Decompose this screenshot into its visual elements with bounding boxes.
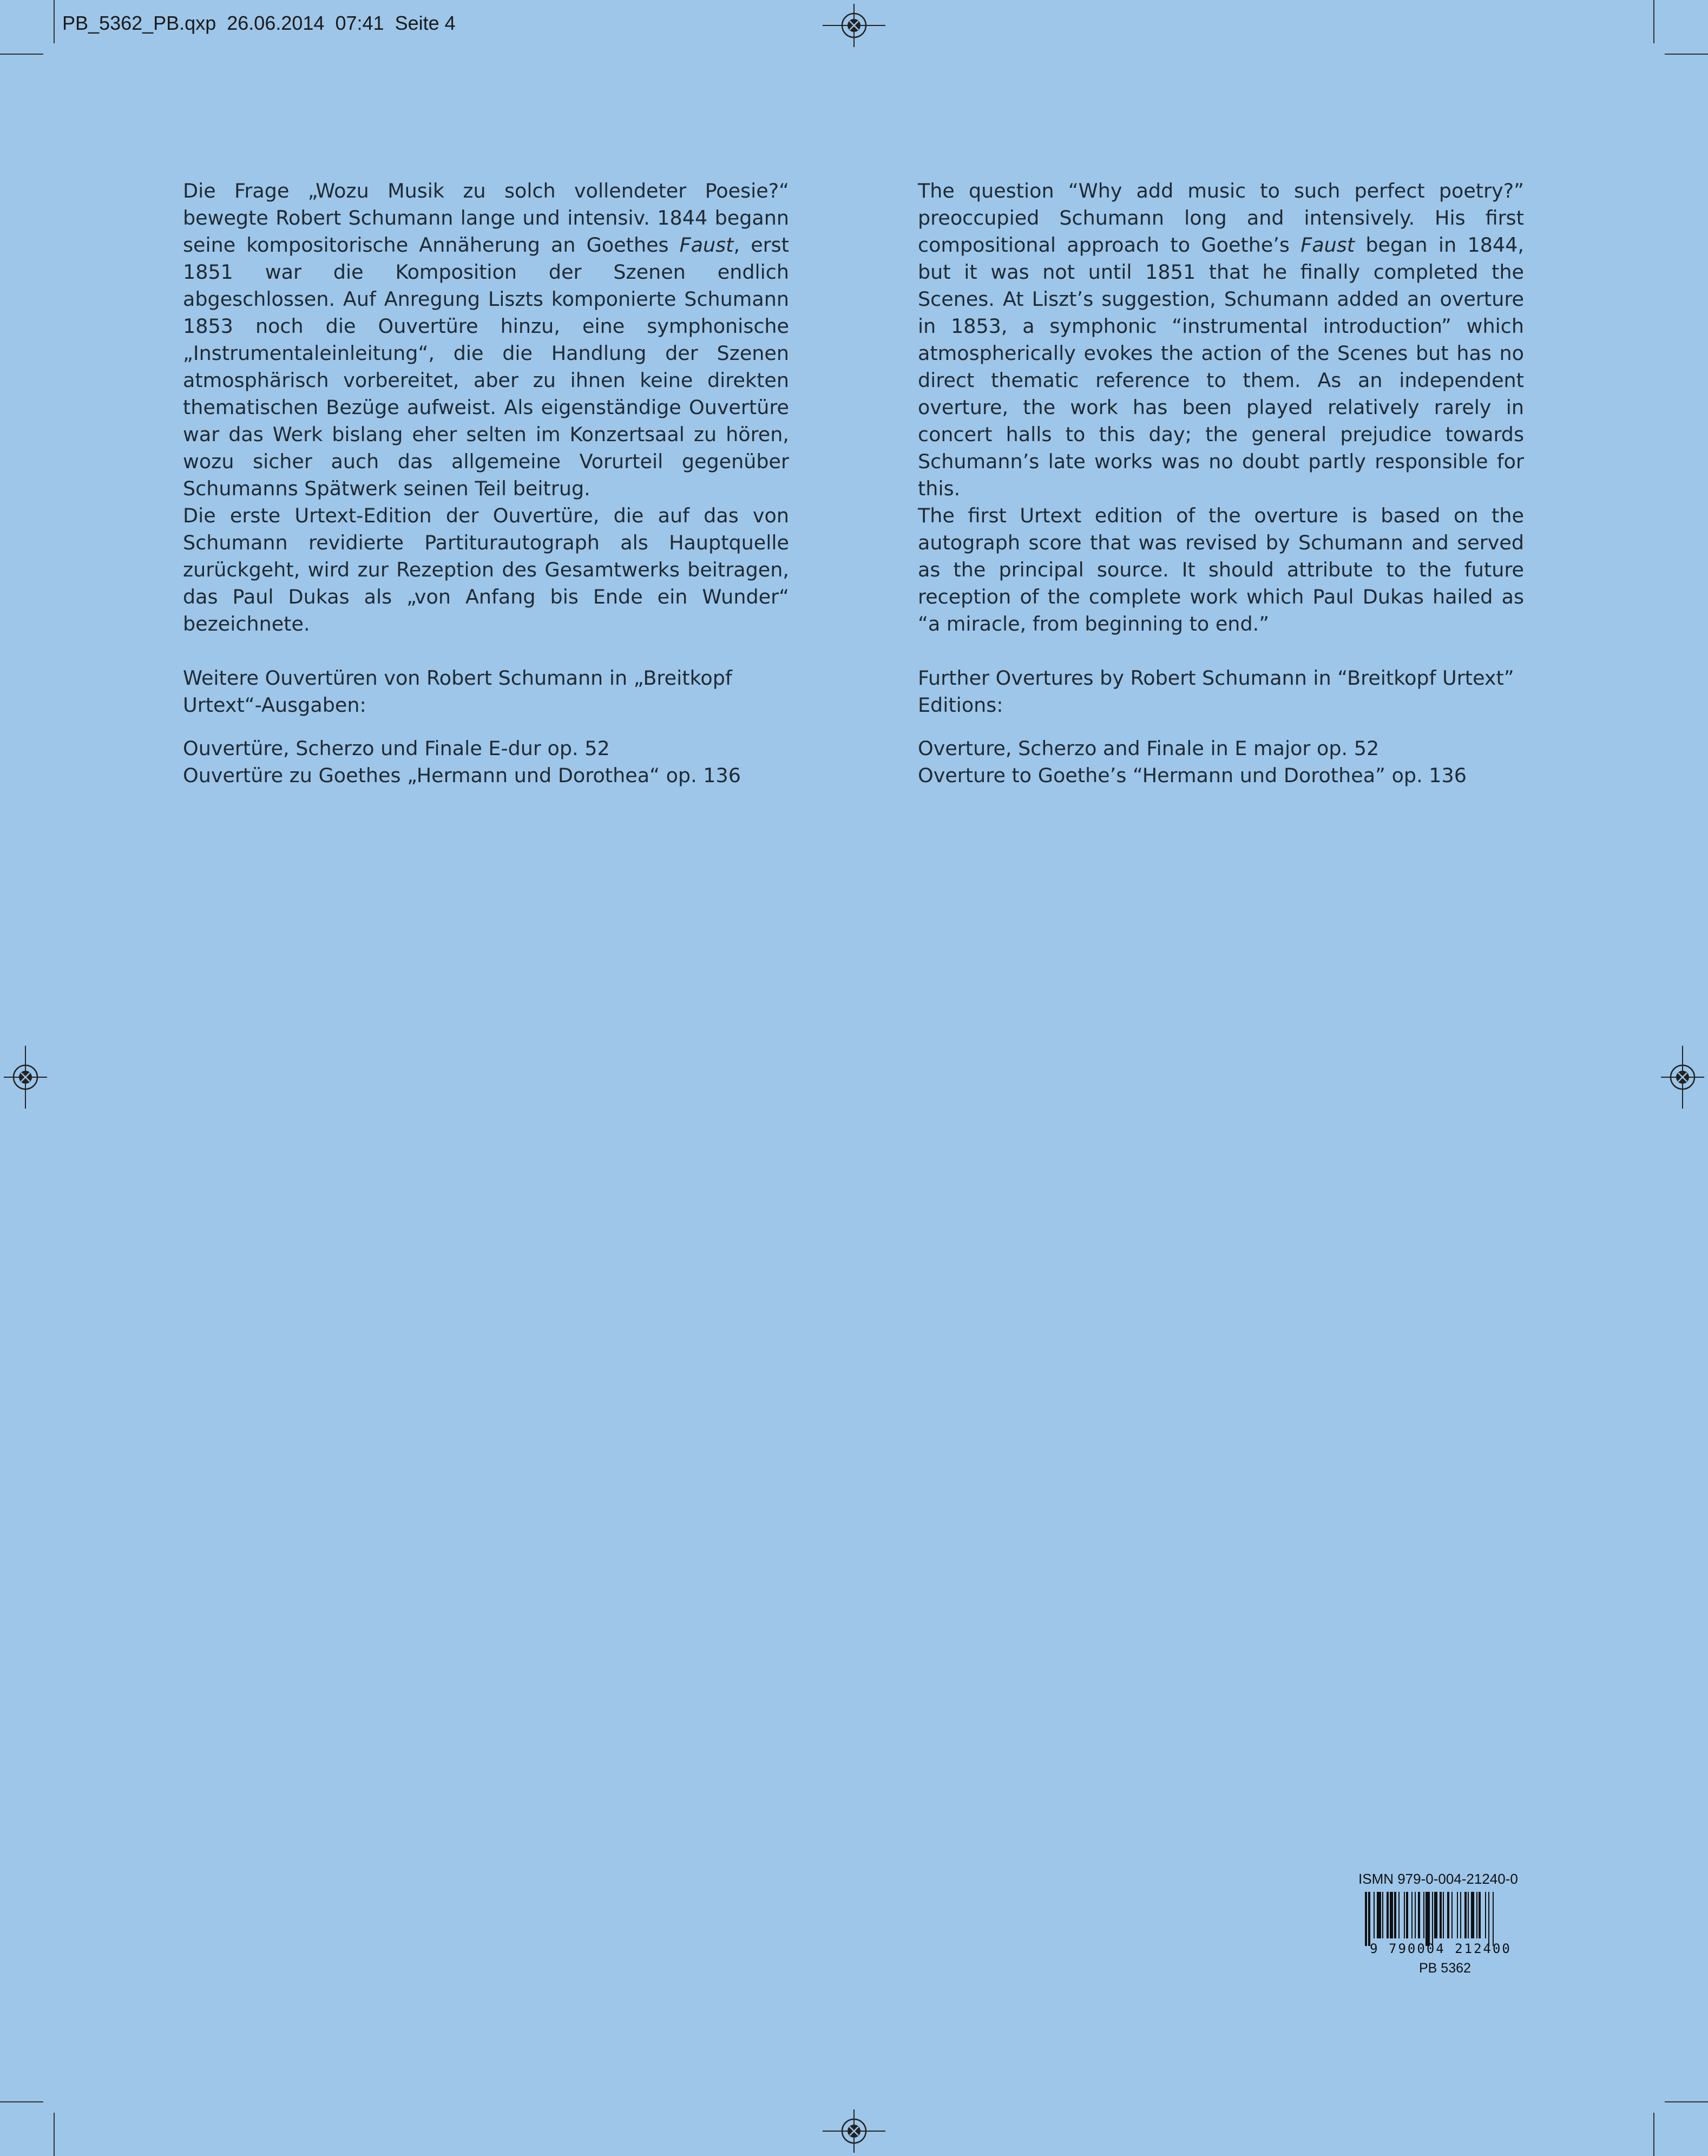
slug-file: PB_5362_PB.qxp bbox=[62, 12, 216, 34]
german-further-item: Ouvertüre, Scherzo und Finale E-dur op. 52 bbox=[183, 737, 610, 760]
german-further-heading: Weitere Ouvertüren von Robert Schumann in „Breitkopf Urtext“-Ausgaben: bbox=[183, 666, 732, 717]
barcode-bar bbox=[1423, 1892, 1424, 1938]
english-paragraph-2: The first Urtext edition of the overture is based on the autograph score that was revised by Schumann and served as the principal source. It should attribute to the future reception of the complete work which Paul Dukas hailed as “a miracle, from beginning to end.” bbox=[918, 504, 1524, 635]
barcode-bar bbox=[1374, 1892, 1375, 1938]
barcode-bar bbox=[1390, 1892, 1393, 1938]
barcode-bar bbox=[1406, 1892, 1408, 1938]
barcode-bar bbox=[1457, 1892, 1458, 1938]
barcode-bar bbox=[1368, 1892, 1370, 1946]
registration-mark-bottom-icon bbox=[823, 2109, 885, 2153]
english-column bbox=[918, 178, 1524, 789]
barcode-bar bbox=[1464, 1892, 1467, 1938]
barcode-bar bbox=[1451, 1892, 1453, 1938]
barcode-bar bbox=[1479, 1892, 1481, 1938]
barcode-bar bbox=[1440, 1892, 1442, 1938]
german-p1-run: Faust bbox=[679, 233, 734, 257]
barcode-bar bbox=[1411, 1892, 1413, 1938]
crop-mark-bottom-left-icon bbox=[0, 2096, 60, 2156]
barcode-bar bbox=[1468, 1892, 1469, 1938]
english-p1-run: Faust bbox=[1300, 233, 1355, 257]
slug-line bbox=[62, 12, 456, 35]
barcode-bar bbox=[1471, 1892, 1474, 1938]
registration-mark-left-icon bbox=[4, 1046, 47, 1109]
barcode-bar bbox=[1434, 1892, 1437, 1938]
registration-mark-right-icon bbox=[1661, 1046, 1704, 1109]
barcode-bar bbox=[1485, 1892, 1486, 1938]
barcode-bar bbox=[1476, 1892, 1477, 1938]
registration-mark-top-icon bbox=[823, 4, 885, 47]
crop-mark-top-right-icon bbox=[1648, 0, 1708, 60]
crop-mark-bottom-right-icon bbox=[1648, 2096, 1708, 2156]
english-p1-run: The question “Why add music to such perfect poetry?” preoccupied Schumann long and intensively. His first compositional approach to Goethe’s bbox=[918, 179, 1524, 257]
english-further-item: Overture, Scherzo and Finale in E major op. 52 bbox=[918, 737, 1379, 760]
barcode-bar bbox=[1493, 1892, 1494, 1946]
german-column bbox=[183, 178, 789, 789]
german-p1-run: , erst 1851 war die Komposition der Szenen endlich abgeschlossen. Auf Anregung Liszts komponierte Schumann 1853 noch die Ouvertüre hinzu, eine symphonische „Instrumentaleinleitung“, die die Handlung der Szenen atmosphärisch vorbereitet, aber zu ihnen keine direkten thematischen Bezüge aufweist. Als eigenständige Ouvertüre war das Werk bislang eher selten im Konzertsaal zu hören, wozu sicher auch das allgemeine Vorurteil gegenüber Schumanns Spätwerk seinen Teil beitrug. bbox=[183, 233, 789, 500]
barcode-bar bbox=[1404, 1892, 1405, 1938]
barcode-icon bbox=[1359, 1892, 1525, 1957]
english-p1-run: began in 1844, but it was not until 1851 that he finally completed the Scenes. At Liszt’s suggestion, Schumann added an overture in 1853, a symphonic “instrumental introduction” which atmospherically evokes the action of the Scenes but has no direct thematic reference to them. As an independent overture, the work has been played relatively rarely in concert halls to this day; the general prejudice towards Schumann’s late works was no doubt partly responsible for this. bbox=[918, 233, 1524, 500]
german-p1-run: Die Frage „Wozu Musik zu solch vollendeter Poesie?“ bewegte Robert Schumann lange und intensiv. 1844 begann seine kompositorische Annäherung an Goethes bbox=[183, 179, 789, 257]
barcode-bar bbox=[1447, 1892, 1449, 1938]
german-paragraph-2: Die erste Urtext-Edition der Ouvertüre, die auf das von Schumann revidierte Partiturautograph als Hauptquelle zurückgeht, wird zur Rezeption des Gesamtwerks beitragen, das Paul Dukas als „von Anfang bis Ende ein Wunder“ bezeichnete. bbox=[183, 504, 789, 635]
barcode-bar bbox=[1382, 1892, 1383, 1938]
barcode-bar bbox=[1365, 1892, 1367, 1946]
english-further-item: Overture to Goethe’s “Hermann und Dorothea” op. 136 bbox=[918, 764, 1467, 787]
barcode-bar bbox=[1418, 1892, 1420, 1938]
slug-time: 07:41 bbox=[335, 12, 384, 34]
english-further-list bbox=[918, 735, 1524, 789]
slug-page: Seite 4 bbox=[395, 12, 456, 34]
barcode-bar bbox=[1432, 1892, 1433, 1946]
english-paragraph-1 bbox=[918, 178, 1524, 502]
crop-mark-top-left-icon bbox=[0, 0, 60, 60]
barcode-bar bbox=[1387, 1892, 1389, 1938]
slug-date: 26.06.2014 bbox=[227, 12, 325, 34]
barcode-bar bbox=[1443, 1892, 1444, 1938]
barcode-bar bbox=[1488, 1892, 1489, 1946]
barcode-bar bbox=[1460, 1892, 1461, 1938]
german-paragraph-1 bbox=[183, 178, 789, 502]
german-further-item: Ouvertüre zu Goethes „Hermann und Dorothea“ op. 136 bbox=[183, 764, 741, 787]
barcode-bar bbox=[1394, 1892, 1396, 1938]
ismn-number: ISMN 979-0-004-21240-0 bbox=[1358, 1871, 1518, 1887]
barcode-digits: 9 790004 212400 bbox=[1370, 1941, 1512, 1956]
barcode-bar bbox=[1415, 1892, 1416, 1938]
english-further-heading: Further Overtures by Robert Schumann in “Breitkopf Urtext” Editions: bbox=[918, 666, 1514, 717]
barcode-bar bbox=[1377, 1892, 1381, 1938]
barcode-bar bbox=[1398, 1892, 1400, 1938]
product-code: PB 5362 bbox=[1419, 1961, 1471, 1976]
german-further-list bbox=[183, 735, 789, 789]
barcode-bar bbox=[1425, 1892, 1430, 1946]
